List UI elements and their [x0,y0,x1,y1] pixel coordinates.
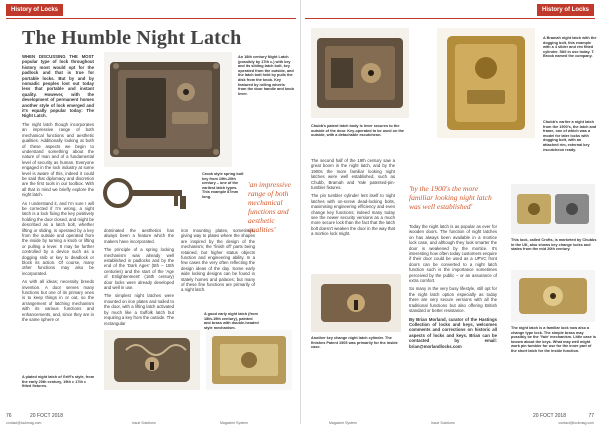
footer-label: Magazine System [220,421,248,425]
caption-early-latch: A good early night latch (from 18th-19th century), painted and brass with double-headed style mechanism. [204,312,259,330]
caption-chubb-latch: Chubb's patent latch body is lever secures to the outside of the door. Key-operated to be used on the outside, with a detachable escutcheon. [311,124,405,138]
early-latch-photo [206,330,292,390]
chubb-lock-illustration [311,28,409,118]
cylinder-lock-illustration [511,270,595,322]
body-paragraph: As I understand it, and I'm sure I will be corrected if I'm wrong, a night latch is a lock fixing the key positively holding the door closed, and might be described as a latch bolt, whether lifting or sliding, is operated by a key from the outside and operated from the inside by turning a knob or lifting or pulling a lever. It may be further controlled by a device such as a dogging snib or key to deadlock or block its action. Of course, many other functions may also be incorporated. [22,200,94,276]
body-paragraph: Today the night latch is as popular as ever for wooden doors. The function of night latches on has always been available in a mortice lock case, and although they look smarter the door is weakened by the mortice. It's interesting how often today customers enquire if their door could be used as a UPVC front doors can be converted to a night latch function such is the importance sometimes perceived by the public – or an assurance of extra comfort. [409,224,497,284]
section-tab-left: History of Locks [6,4,63,16]
article-column-1 [22,54,94,389]
body-paragraph: So many in the very busy lifestyle, still opt for the night latch option especially as today there are very secure versions with all the traditional functions but also offering British standard or better resistance. [409,286,497,314]
article-column-3 [181,228,255,308]
crofts-lock-illustration [511,184,595,234]
caption-bramah-latch: A Bramah night latch with the dogging bolt, this example with a 4 slider and rim fitted cylinder. Still in use today. T. Brook named the company. [543,36,597,59]
lock-illustration [104,52,232,167]
crofts-latch-photo [511,184,595,234]
header-rule-left [6,18,296,19]
pull-quote-left: 'an impressive range of both mechanical functions and aesthetic qualities' [248,180,291,234]
bramah-latch-photo [437,28,535,138]
page-number-left: 76 [6,413,12,419]
caption-photo-left-bottom: A plated night latch of Griff's style, from the early 20th century, 19th c 17th c fitted fixtures. [22,375,95,389]
article-title: The Humble Night Latch [22,27,242,49]
night-latch-photo-large [104,52,232,167]
ornate-lock-illustration [206,330,292,390]
caption-chubb-early: Chubb's earlier a night latch from the 1900's, the latch and frame, one of which was a model for later locks with dogging bolt, with an attached rim, external key escutcheon ready. [543,120,597,152]
plated-lock-illustration [104,330,200,390]
bramah-lock-illustration [437,28,535,138]
caption-key-change: Another key change night latch cylinder. The finishes Patent 1905 was primarily for the inside case. [311,336,398,350]
pull-quote-right: 'by the 1900's the more familiar looking night latch was well established' [409,184,492,211]
body-paragraph: The pin tumbler cylinder lent itself to night latches with on-screw dead-locking bolts, maximising engineering efficiency and even change key functions; indeed many today see the newer security versions as a much more secure lock than the fact that the latch bolt doesn't weaken the door in the way that a mortice lock might. [311,193,395,237]
caption-crofts: This lock, called Crofts, is marketed by Chubbs in the UK, also shows key change locks and states from the mid 20th century. [511,238,597,252]
issue-date-left: 20 FOCT 2018 [30,413,63,419]
key-change-lock-illustration [311,274,401,332]
footer-label: Issue Solutions [431,421,455,425]
key-illustration [100,168,196,218]
page-number-right: 77 [588,413,594,419]
header-rule-right [305,18,595,19]
crook-key-photo [100,168,196,218]
caption-crook-key: Crook style spring bolt key from 19th-20th century – one of the earliest latch types. This example 87mm long. [202,172,244,199]
body-paragraph: The simplest night latches were mounted on iron plates and nailed to the door, with a lifting latch activated by much like a Suffolk latch but requiring a key from the outside. The rectangular [104,293,174,326]
chubb-latch-photo [311,28,409,118]
body-paragraph: The second half of the 19th century saw a great boom in the night latch, and by the 1900s the more familiar looking night latches were well established, such as Chubb, Bramah and Yale patented-pin-tumbler fixtures. [311,158,395,191]
author-note: By Brian Morland, curator of the Hastings Collection of locks and keys, welcomes comments and corrections on historic all aspects of locks and keys. Brian can be contacted by email: brian@morlandlocks.com [409,316,497,349]
intro-paragraph: WHEN DISCUSSING THE MOST popular type of lock throughout history most would opt for the padlock and that is true for portable locks. But by and by nomadic peoples lost out today less that portable and instant quality. However, with the development of permanent homes another style of lock emerged and it's equally popular today: The Night Latch. [22,54,94,119]
cylinder-latch-photo [511,270,595,322]
footer-label: Magazine System [329,421,357,425]
footer-email-left: contact@lockmag.com [6,421,42,425]
body-paragraph: As with all ideas; necessity breeds invention. A door serves many functions but one of its primary ones is to keep things in or out, so the arrangement of latching mechanism with its various functions and enhancements, and, since they are in the same sphere or [22,279,94,323]
footer-email-right: contact@lockmag.com [558,421,594,425]
plated-latch-photo [104,330,200,390]
body-paragraph: dominated the aesthetics has always been a feature which the makers have incorporated. [104,228,174,244]
body-paragraph: The principle of a spring locking mechanism was already well established in padlocks and by the end of the 'Dark Ages' (5th – 15th centuries) and the start of the 'Age of Enlightenment' (16th century) door locks were already developed and well in use. [104,247,174,291]
section-tab-right: History of Locks [537,4,594,16]
left-page [0,0,300,424]
article-column-4 [311,158,395,270]
body-paragraph: The night latch though incorporates an impressive range of both mechanical functions and aesthetic qualities. Additionally looking at both of these aspects we begin to understand something about the nature of man and of a fundamental level of security as human. Everyone engaged in the lock industry at some level is aware of this, indeed it could be said that diplomacy and discretion are the first tools in our toolbox. With all that in mind we briefly explore the night latch. [22,121,94,198]
caption-cylinder: The night latch is a familiar lock now also a change type lock. The simple brass may possibly be the 'Yale' mechanism. Little case is known about the keys. What may well might work pin tumbler for use for the inner part of the short latch for the inside function. [511,326,596,353]
footer-label: Issue Solutions [132,421,156,425]
issue-date-right: 20 FOCT 2018 [533,413,566,419]
key-change-latch-photo [311,274,401,332]
body-paragraph: iron mounting plates, sometimes, giving way to plates where the shapes are inspired by the design of the mechanism; the 'finish off' parts being retained, but higher status objects function and engineering ability. In a few cases the very often reflecting the design ideas of the day. Some early wide locking designs can be found in stately homes and palaces; but many of these fine functions are primarily of a night latch. [181,228,255,293]
article-column-5 [409,224,497,384]
right-page [300,0,600,424]
caption-large-lock: An 18th century Night Latch (possibly by 17th c.) with key and its sliding latch bolt, key operated from the outside, and the latch bolt held by pulls the disk from the knob. Key featured by rolling wheels from the door handle and knob lever. [238,55,294,96]
